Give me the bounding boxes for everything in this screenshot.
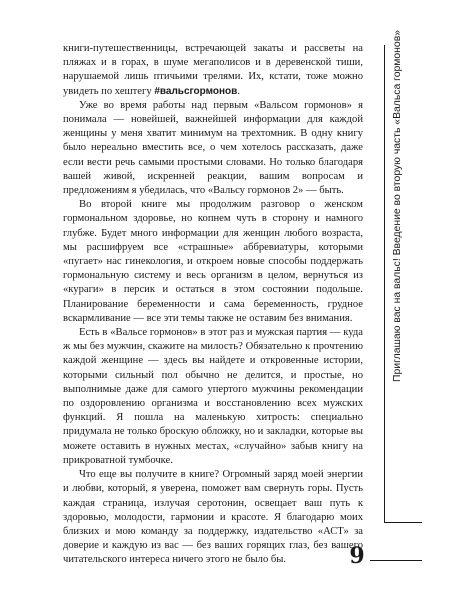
body-text (63, 42, 363, 568)
paragraph-4: Есть в «Вальсе гормонов» в этот раз и мужская партия — куда ж мы без мужчин, скажите на милость? Обязательно к прочтению каждой женщине — здесь вы найдете и откровенные истории, которыми сильный пол обычно не делится, и простые, но выполнимые даже для самого упертого мужчины рекомендации по оздоровлению организма и восстановлению всех мужских функций. Я пошла на маленькую хитрость: специально придумала не только броскую обложку, но и закладки, которые вы можете оставить в нужных местах, «случайно» забыв книгу на прикроватной тумбочке. (63, 327, 363, 466)
running-title: Приглашаю вас на вальс! Введение во вторую часть «Вальса гормонов» (392, 30, 403, 382)
page-number: 9 (349, 543, 365, 569)
paragraph-1 (63, 42, 363, 99)
paragraph-2: Уже во время работы над первым «Вальсом гормонов» я понимала — новейшей, важнейшей информации для каждой женщины у меня хватит минимум на трехтомник. В одну книгу было нереально вместить все, о чем хотелось рассказать, даже если вести речь самыми простыми словами. Но только благодаря вашей живой, искренней реакции, вашим вопросам и предложениям я убедилась, что «Вальсу гормонов 2» — быть. (63, 99, 363, 197)
hashtag: #вальсгормонов (154, 85, 238, 97)
paragraph-3: Во второй книге мы продолжим разговор о женском гормональном здоровье, но копнем чуть в сторону и намного глубже. Будет много информации для женщин любого возраста, мы расшифруем все «страшные» аббревиатуры, которыми «пугает» нас гинекология, и откроем новые способы поддержать гормональную систему и весь организм в целом, вернуться из «кураги» в персик и остаться в этом состоянии подольше. Планирование беременности и сама беременность, грудное вскармливание — все эти темы также не оставим без внимания. (63, 199, 363, 324)
paragraph-1-text: книги-путешественницы, встречающей закаты и рассветы на пляжах и в горах, в шуме мегаполисов и в деревенской тиши, нарушаемой лишь птичьими трелями. Их, кстати, тоже можно увидеть по хештегу (63, 43, 363, 97)
page-number-rule (370, 560, 422, 561)
paragraph-5: Что еще вы получите в книге? Огромный заряд моей энергии и любви, который, я уверена, поможет вам свернуть горы. Пусть каждая страница, излучая серотонин, освещает ваш путь к здоровью, молодости, гармонии и красоте. Я благодарю моих близких и мою команду за поддержку, издательство «АСТ» за доверие и каждую из вас — без ваших горящих глаз, без вашего читательского интереса ничего этого не было бы. (63, 469, 363, 566)
paragraph-1-end: . (237, 85, 240, 97)
